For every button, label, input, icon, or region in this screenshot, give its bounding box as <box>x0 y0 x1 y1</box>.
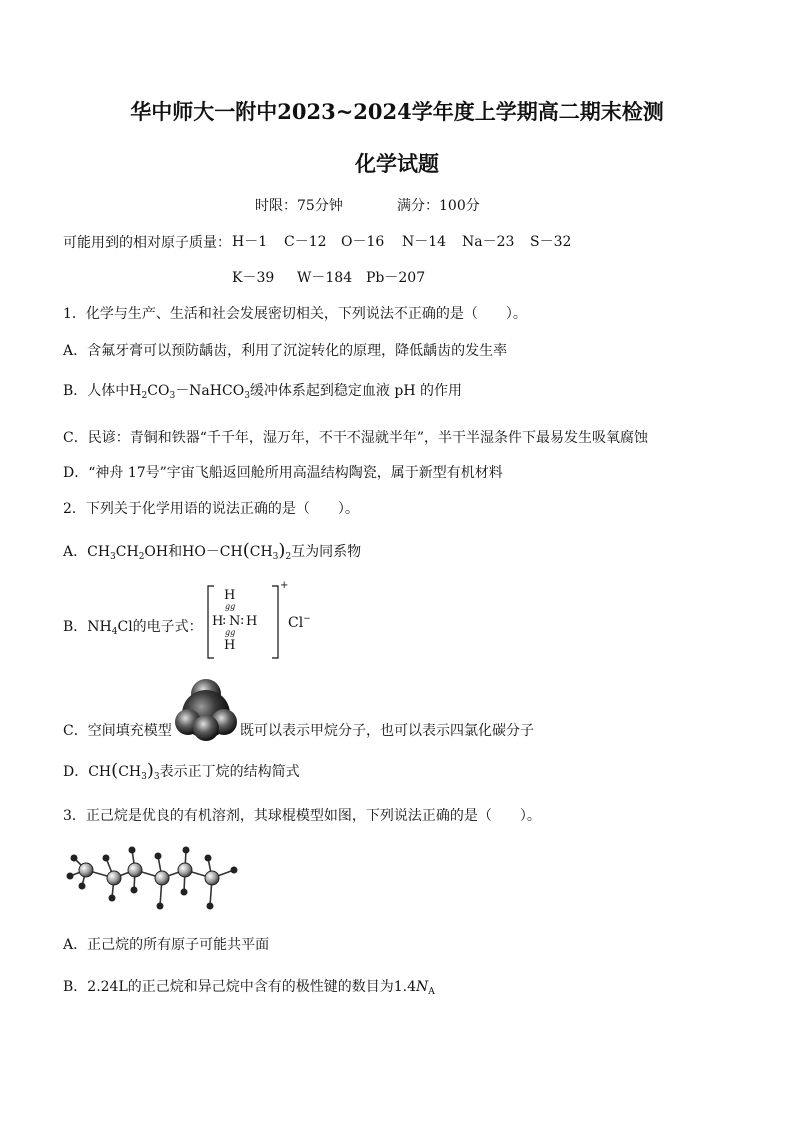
q2-stem: 2．下列关于化学用语的说法正确的是（ ）。 <box>63 501 359 517</box>
space-filling-model-image <box>172 676 240 742</box>
q1-option-b: B．人体中$H_2CO_3-NaHCO_3$缓冲体系起到稳定血液 pH 的作用 <box>63 383 462 401</box>
electron-pair-left: : <box>222 613 227 628</box>
exam-subtitle: 化学试题 <box>355 151 439 176</box>
atomic-mass-k: K－39 <box>232 270 275 286</box>
h-atom-bottom: H <box>224 638 236 653</box>
h-atom-right: H <box>246 614 258 629</box>
atomic-mass-w: W－184 <box>297 270 353 286</box>
q2-option-b: B．$NH_4Cl$的电子式： <box>63 619 203 637</box>
electron-pair-bottom: gg <box>225 628 236 637</box>
h-atom-left: H <box>212 614 224 629</box>
atomic-mass-c: C－12 <box>284 234 327 250</box>
atomic-mass-pb: Pb－207 <box>366 270 426 286</box>
q3-stem: 3．正己烷是优良的有机溶剂，其球棍模型如图，下列说法正确的是（ ）。 <box>63 808 541 824</box>
chloride-ion: Cl− <box>288 614 311 631</box>
atomic-mass-label: 可能用到的相对原子质量： <box>63 235 231 251</box>
q3-option-a: A．正己烷的所有原子可能共平面 <box>63 937 270 953</box>
ball-and-stick-model-image <box>62 842 252 916</box>
q1-option-a: A．含氟牙膏可以预防龋齿，利用了沉淀转化的原理，降低龋齿的发生率 <box>63 343 508 359</box>
h-atom-top: H <box>224 588 236 603</box>
q2-option-a: A．$CH_3CH_2OH$和$HO-CH(CH_3)_2$互为同系物 <box>63 540 362 562</box>
atomic-mass-o: O－16 <box>341 234 385 250</box>
q1-stem: 1．化学与生产、生活和社会发展密切相关，下列说法不正确的是（ ）。 <box>63 306 527 322</box>
q1-option-d: D．“神舟 17号”宇宙飞船返回舱所用高温结构陶瓷，属于新型有机材料 <box>63 465 503 481</box>
q1-option-c: C．民谚：青铜和铁器“千千年，湿万年，不干不湿就半年”，半干半湿条件下最易发生吸氧腐蚀 <box>63 430 649 446</box>
q3-option-b: B．2.24L的正己烷和异己烷中含有的极性键的数目为$1.4N_A$ <box>63 979 435 997</box>
ammonium-charge: + <box>280 580 289 591</box>
atomic-mass-na: Na－23 <box>462 234 515 250</box>
atomic-mass-n: N－14 <box>402 234 447 250</box>
electron-pair-right: : <box>240 613 245 628</box>
time-limit: 时限：75分钟 <box>255 198 343 214</box>
q2-option-d: D．$CH(CH_3)_3$表示正丁烷的结构简式 <box>63 760 300 782</box>
q2-option-c-pre: C．空间填充模型 <box>63 723 172 739</box>
exam-title: 华中师大一附中2023~2024学年度上学期高二期末检测 <box>130 99 664 124</box>
atomic-mass-h: H－1 <box>232 234 268 250</box>
q2-option-c-post: 既可以表示甲烷分子，也可以表示四氯化碳分子 <box>240 723 534 739</box>
full-score: 满分：100分 <box>397 198 480 214</box>
electron-pair-top: gg <box>225 602 236 611</box>
n-atom: N <box>229 614 241 629</box>
atomic-mass-s: S－32 <box>530 234 572 250</box>
front-atom-sphere <box>193 715 219 741</box>
